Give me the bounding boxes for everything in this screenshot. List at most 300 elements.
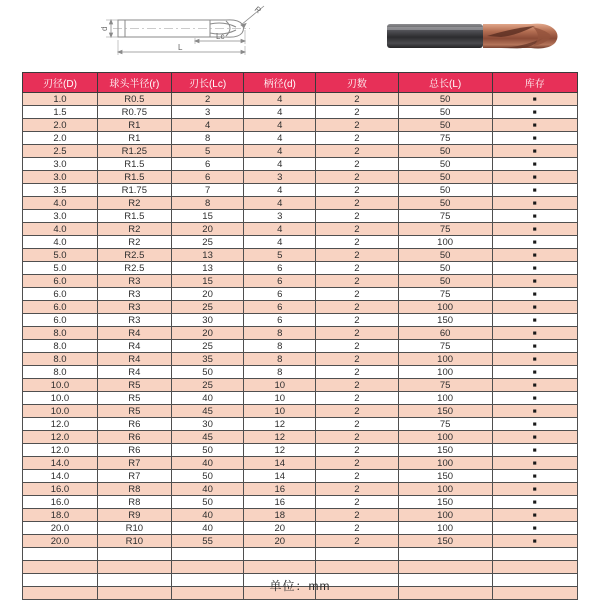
cell-col-2: 6 (171, 171, 244, 184)
table-row (23, 301, 578, 314)
cell-col-2: 13 (171, 262, 244, 275)
ball-nose-end-mill-drawing (78, 0, 288, 66)
stock-square-icon: ■ (532, 434, 537, 441)
cell-col-2: 8 (171, 197, 244, 210)
cell-col-3: 8 (244, 340, 316, 353)
cell-col-4: 2 (316, 262, 399, 275)
stock-indicator (492, 457, 578, 470)
table-header-row (23, 73, 578, 93)
table-row (23, 405, 578, 418)
stock-square-icon: ■ (532, 512, 537, 519)
table-row (23, 119, 578, 132)
cell-col-4: 2 (316, 340, 399, 353)
cell-col-1: R6 (97, 418, 171, 431)
cell-col-4: 2 (316, 444, 399, 457)
empty-cell (492, 560, 578, 573)
cell-col-1: R6 (97, 444, 171, 457)
stock-indicator (492, 509, 578, 522)
cell-col-0: 8.0 (23, 327, 98, 340)
cell-col-0: 3.0 (23, 171, 98, 184)
cell-col-5: 75 (398, 379, 492, 392)
cell-col-5: 100 (398, 301, 492, 314)
stock-indicator (492, 379, 578, 392)
cell-col-3: 4 (244, 106, 316, 119)
cell-col-0: 16.0 (23, 483, 98, 496)
cell-col-3: 10 (244, 405, 316, 418)
cell-col-4: 2 (316, 379, 399, 392)
cell-col-2: 50 (171, 470, 244, 483)
cell-col-1: R1.75 (97, 184, 171, 197)
stock-indicator (492, 444, 578, 457)
cell-col-3: 10 (244, 379, 316, 392)
cell-col-3: 18 (244, 509, 316, 522)
table-row (23, 483, 578, 496)
cell-col-0: 6.0 (23, 301, 98, 314)
stock-indicator (492, 483, 578, 496)
cell-col-3: 6 (244, 275, 316, 288)
cell-col-4: 2 (316, 314, 399, 327)
cell-col-0: 2.0 (23, 119, 98, 132)
stock-square-icon: ■ (532, 382, 537, 389)
cell-col-1: R0.5 (97, 93, 171, 106)
cell-col-2: 45 (171, 405, 244, 418)
cell-col-5: 150 (398, 444, 492, 457)
cell-col-1: R1.25 (97, 145, 171, 158)
cell-col-4: 2 (316, 210, 399, 223)
table-row (23, 249, 578, 262)
cell-col-0: 4.0 (23, 223, 98, 236)
stock-indicator (492, 470, 578, 483)
cell-col-3: 6 (244, 314, 316, 327)
cell-col-3: 3 (244, 210, 316, 223)
cell-col-0: 10.0 (23, 392, 98, 405)
table-row (23, 106, 578, 119)
cell-col-5: 150 (398, 470, 492, 483)
cell-col-1: R8 (97, 483, 171, 496)
table-row (23, 522, 578, 535)
cell-col-1: R3 (97, 275, 171, 288)
stock-indicator (492, 496, 578, 509)
table-row (23, 444, 578, 457)
drawing-label-flute-length: Lc (216, 32, 225, 41)
cell-col-0: 6.0 (23, 288, 98, 301)
cell-col-0: 3.5 (23, 184, 98, 197)
table-row (23, 535, 578, 548)
stock-square-icon: ■ (532, 369, 537, 376)
stock-indicator (492, 106, 578, 119)
stock-indicator (492, 301, 578, 314)
cell-col-5: 100 (398, 483, 492, 496)
stock-square-icon: ■ (532, 135, 537, 142)
cell-col-4: 2 (316, 119, 399, 132)
stock-square-icon: ■ (532, 187, 537, 194)
cell-col-4: 2 (316, 483, 399, 496)
cell-col-4: 2 (316, 522, 399, 535)
cell-col-0: 14.0 (23, 470, 98, 483)
cell-col-1: R1 (97, 132, 171, 145)
cell-col-0: 10.0 (23, 405, 98, 418)
stock-square-icon: ■ (532, 330, 537, 337)
cell-col-2: 40 (171, 457, 244, 470)
empty-cell (316, 548, 399, 561)
cell-col-2: 25 (171, 301, 244, 314)
stock-indicator (492, 522, 578, 535)
table-row (23, 145, 578, 158)
cell-col-5: 100 (398, 522, 492, 535)
empty-cell (398, 560, 492, 573)
col-header-flute-length: 刃长(Lc) (171, 73, 244, 93)
cell-col-0: 12.0 (23, 418, 98, 431)
stock-square-icon: ■ (532, 148, 537, 155)
stock-square-icon: ■ (532, 304, 537, 311)
table-row (23, 171, 578, 184)
col-header-diameter: 刃径(D) (23, 73, 98, 93)
stock-square-icon: ■ (532, 252, 537, 259)
cell-col-3: 8 (244, 366, 316, 379)
cell-col-2: 30 (171, 314, 244, 327)
cell-col-1: R3 (97, 314, 171, 327)
table-row (23, 470, 578, 483)
cell-col-3: 4 (244, 236, 316, 249)
cell-col-2: 20 (171, 288, 244, 301)
cell-col-4: 2 (316, 93, 399, 106)
table-row (23, 353, 578, 366)
stock-square-icon: ■ (532, 278, 537, 285)
cell-col-1: R10 (97, 522, 171, 535)
stock-indicator (492, 314, 578, 327)
cell-col-5: 100 (398, 431, 492, 444)
cell-col-4: 2 (316, 236, 399, 249)
cell-col-0: 2.5 (23, 145, 98, 158)
cell-col-3: 4 (244, 223, 316, 236)
cell-col-5: 75 (398, 288, 492, 301)
cell-col-1: R1.5 (97, 210, 171, 223)
cell-col-0: 12.0 (23, 444, 98, 457)
cell-col-1: R4 (97, 340, 171, 353)
stock-indicator (492, 184, 578, 197)
stock-indicator (492, 119, 578, 132)
cell-col-5: 75 (398, 210, 492, 223)
cell-col-3: 12 (244, 431, 316, 444)
cell-col-1: R2 (97, 197, 171, 210)
cell-col-0: 2.0 (23, 132, 98, 145)
stock-square-icon: ■ (532, 291, 537, 298)
cell-col-0: 3.0 (23, 158, 98, 171)
stock-square-icon: ■ (532, 525, 537, 532)
empty-cell (171, 560, 244, 573)
cell-col-2: 50 (171, 496, 244, 509)
stock-square-icon: ■ (532, 538, 537, 545)
cell-col-4: 2 (316, 249, 399, 262)
drawing-label-shank-diameter: d (100, 26, 109, 31)
cell-col-2: 55 (171, 535, 244, 548)
cell-col-2: 20 (171, 327, 244, 340)
stock-indicator (492, 262, 578, 275)
cell-col-1: R3 (97, 301, 171, 314)
cell-col-4: 2 (316, 132, 399, 145)
stock-square-icon: ■ (532, 174, 537, 181)
table-row (23, 457, 578, 470)
spec-table-body (23, 93, 578, 600)
cell-col-5: 100 (398, 392, 492, 405)
cell-col-4: 2 (316, 470, 399, 483)
cell-col-2: 40 (171, 483, 244, 496)
cell-col-1: R3 (97, 288, 171, 301)
cell-col-0: 14.0 (23, 457, 98, 470)
cell-col-5: 100 (398, 353, 492, 366)
cell-col-2: 40 (171, 522, 244, 535)
cell-col-3: 14 (244, 457, 316, 470)
cell-col-4: 2 (316, 197, 399, 210)
col-header-overall-length: 总长(L) (398, 73, 492, 93)
cell-col-2: 45 (171, 431, 244, 444)
stock-square-icon: ■ (532, 161, 537, 168)
empty-row (23, 548, 578, 561)
stock-square-icon: ■ (532, 356, 537, 363)
cell-col-4: 2 (316, 275, 399, 288)
stock-square-icon: ■ (532, 200, 537, 207)
cell-col-1: R7 (97, 457, 171, 470)
stock-indicator (492, 353, 578, 366)
cell-col-4: 2 (316, 366, 399, 379)
cell-col-1: R8 (97, 496, 171, 509)
cell-col-4: 2 (316, 509, 399, 522)
cell-col-2: 7 (171, 184, 244, 197)
cell-col-5: 50 (398, 119, 492, 132)
col-header-ball-radius: 球头半径(r) (97, 73, 171, 93)
stock-indicator (492, 327, 578, 340)
table-row (23, 314, 578, 327)
cell-col-4: 2 (316, 223, 399, 236)
cell-col-5: 50 (398, 145, 492, 158)
cell-col-5: 100 (398, 366, 492, 379)
stock-indicator (492, 210, 578, 223)
table-row (23, 496, 578, 509)
stock-indicator (492, 93, 578, 106)
cell-col-3: 20 (244, 522, 316, 535)
cell-col-1: R4 (97, 353, 171, 366)
cell-col-2: 40 (171, 392, 244, 405)
cell-col-2: 50 (171, 366, 244, 379)
table-row (23, 93, 578, 106)
cell-col-0: 8.0 (23, 340, 98, 353)
empty-cell (398, 548, 492, 561)
cell-col-5: 75 (398, 418, 492, 431)
cell-col-0: 20.0 (23, 535, 98, 548)
stock-indicator (492, 535, 578, 548)
stock-indicator (492, 366, 578, 379)
table-row (23, 340, 578, 353)
cell-col-2: 20 (171, 223, 244, 236)
cell-col-4: 2 (316, 184, 399, 197)
empty-cell (171, 548, 244, 561)
cell-col-0: 3.0 (23, 210, 98, 223)
cell-col-4: 2 (316, 418, 399, 431)
stock-square-icon: ■ (532, 447, 537, 454)
cell-col-1: R4 (97, 366, 171, 379)
table-row (23, 509, 578, 522)
spec-table (22, 72, 578, 600)
cell-col-0: 6.0 (23, 275, 98, 288)
stock-indicator (492, 275, 578, 288)
cell-col-5: 50 (398, 197, 492, 210)
cell-col-4: 2 (316, 457, 399, 470)
stock-indicator (492, 197, 578, 210)
cell-col-5: 100 (398, 509, 492, 522)
cell-col-1: R5 (97, 379, 171, 392)
cell-col-1: R1.5 (97, 171, 171, 184)
cell-col-3: 12 (244, 418, 316, 431)
cell-col-3: 14 (244, 470, 316, 483)
ball-nose-end-mill-photo (383, 10, 573, 62)
cell-col-3: 5 (244, 249, 316, 262)
cell-col-3: 8 (244, 327, 316, 340)
cell-col-0: 8.0 (23, 353, 98, 366)
cell-col-0: 20.0 (23, 522, 98, 535)
cell-col-2: 4 (171, 119, 244, 132)
cell-col-2: 5 (171, 145, 244, 158)
cell-col-3: 4 (244, 119, 316, 132)
table-row (23, 379, 578, 392)
cell-col-5: 60 (398, 327, 492, 340)
table-row (23, 327, 578, 340)
cell-col-4: 2 (316, 496, 399, 509)
table-row (23, 275, 578, 288)
drawing-label-overall-length: L (178, 43, 183, 52)
cell-col-3: 6 (244, 288, 316, 301)
cell-col-2: 25 (171, 236, 244, 249)
stock-square-icon: ■ (532, 317, 537, 324)
stock-indicator (492, 223, 578, 236)
cell-col-5: 150 (398, 496, 492, 509)
cell-col-5: 100 (398, 236, 492, 249)
cell-col-1: R2.5 (97, 249, 171, 262)
cell-col-3: 10 (244, 392, 316, 405)
cell-col-0: 5.0 (23, 262, 98, 275)
cell-col-5: 75 (398, 132, 492, 145)
table-row (23, 223, 578, 236)
stock-indicator (492, 405, 578, 418)
col-header-flute-count: 刃数 (316, 73, 399, 93)
cell-col-0: 8.0 (23, 366, 98, 379)
stock-square-icon: ■ (532, 213, 537, 220)
cell-col-2: 25 (171, 379, 244, 392)
cell-col-2: 25 (171, 340, 244, 353)
cell-col-1: R9 (97, 509, 171, 522)
stock-square-icon: ■ (532, 421, 537, 428)
cell-col-4: 2 (316, 353, 399, 366)
stock-indicator (492, 340, 578, 353)
table-row (23, 288, 578, 301)
cell-col-4: 2 (316, 405, 399, 418)
empty-cell (23, 548, 98, 561)
stock-indicator (492, 431, 578, 444)
cell-col-0: 12.0 (23, 431, 98, 444)
cell-col-0: 16.0 (23, 496, 98, 509)
table-row (23, 197, 578, 210)
cell-col-4: 2 (316, 301, 399, 314)
cell-col-2: 3 (171, 106, 244, 119)
cell-col-5: 50 (398, 249, 492, 262)
cell-col-1: R1 (97, 119, 171, 132)
stock-indicator (492, 145, 578, 158)
table-row (23, 184, 578, 197)
stock-indicator (492, 288, 578, 301)
cell-col-1: R5 (97, 405, 171, 418)
table-row (23, 366, 578, 379)
stock-indicator (492, 236, 578, 249)
cell-col-3: 4 (244, 93, 316, 106)
cell-col-4: 2 (316, 158, 399, 171)
empty-cell (97, 560, 171, 573)
cell-col-5: 50 (398, 106, 492, 119)
cell-col-2: 50 (171, 444, 244, 457)
empty-cell (244, 548, 316, 561)
cell-col-2: 15 (171, 275, 244, 288)
cell-col-4: 2 (316, 145, 399, 158)
cell-col-3: 16 (244, 496, 316, 509)
cell-col-5: 50 (398, 171, 492, 184)
cell-col-4: 2 (316, 392, 399, 405)
stock-square-icon: ■ (532, 343, 537, 350)
stock-indicator (492, 418, 578, 431)
cell-col-5: 50 (398, 184, 492, 197)
cell-col-3: 4 (244, 132, 316, 145)
cell-col-5: 75 (398, 340, 492, 353)
stock-indicator (492, 392, 578, 405)
cell-col-3: 12 (244, 444, 316, 457)
table-row (23, 236, 578, 249)
cell-col-1: R1.5 (97, 158, 171, 171)
col-header-stock: 库存 (492, 73, 578, 93)
stock-square-icon: ■ (532, 486, 537, 493)
cell-col-1: R2.5 (97, 262, 171, 275)
cell-col-1: R2 (97, 223, 171, 236)
cell-col-5: 50 (398, 262, 492, 275)
table-row (23, 210, 578, 223)
cell-col-0: 1.5 (23, 106, 98, 119)
cell-col-3: 4 (244, 145, 316, 158)
stock-square-icon: ■ (532, 122, 537, 129)
cell-col-5: 150 (398, 405, 492, 418)
stock-square-icon: ■ (532, 109, 537, 116)
stock-square-icon: ■ (532, 408, 537, 415)
empty-cell (97, 548, 171, 561)
cell-col-1: R7 (97, 470, 171, 483)
cell-col-2: 35 (171, 353, 244, 366)
cell-col-0: 10.0 (23, 379, 98, 392)
empty-cell (23, 560, 98, 573)
unit-note: 单位：mm (269, 579, 331, 593)
stock-square-icon: ■ (532, 499, 537, 506)
empty-cell (492, 548, 578, 561)
cell-col-0: 1.0 (23, 93, 98, 106)
stock-square-icon: ■ (532, 265, 537, 272)
cell-col-2: 8 (171, 132, 244, 145)
stock-square-icon: ■ (532, 460, 537, 467)
table-row (23, 431, 578, 444)
cell-col-0: 4.0 (23, 236, 98, 249)
cell-col-1: R0.75 (97, 106, 171, 119)
cell-col-2: 15 (171, 210, 244, 223)
table-row (23, 392, 578, 405)
stock-square-icon: ■ (532, 239, 537, 246)
cell-col-2: 6 (171, 158, 244, 171)
cell-col-4: 2 (316, 106, 399, 119)
cell-col-4: 2 (316, 431, 399, 444)
stock-indicator (492, 171, 578, 184)
cell-col-3: 20 (244, 535, 316, 548)
